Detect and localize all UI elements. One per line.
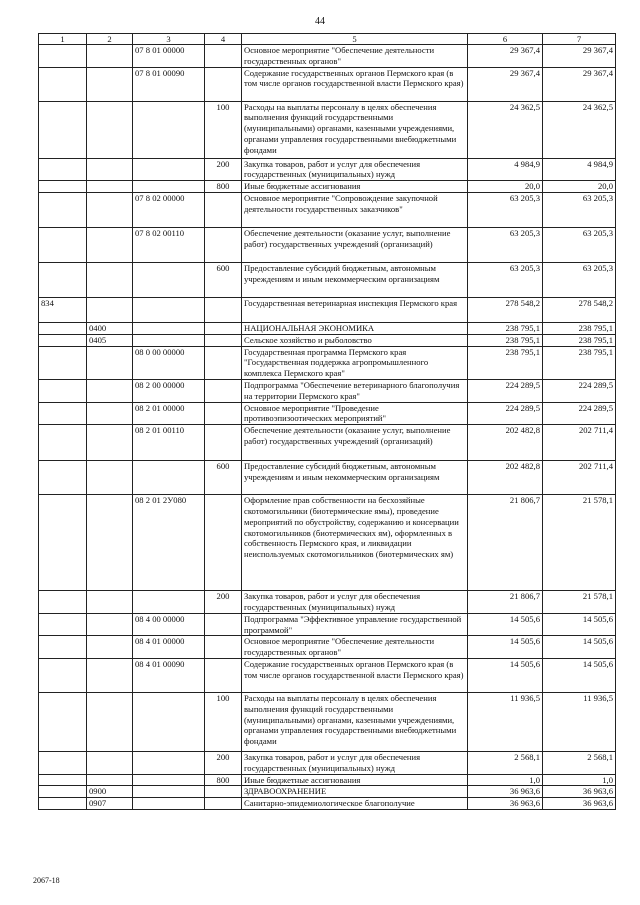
table-row <box>39 322 616 334</box>
cell-expense-type: 200 <box>205 158 242 181</box>
cell-target-article: 08 0 00 00000 <box>133 346 205 379</box>
cell-amount-col6: 36 963,6 <box>468 786 543 798</box>
cell-expense-type: 200 <box>205 751 242 774</box>
table-row <box>39 192 616 227</box>
cell-administrator-code <box>39 402 87 425</box>
column-header: 4 <box>205 34 242 45</box>
table-row <box>39 262 616 297</box>
cell-target-article: 08 4 01 00000 <box>133 636 205 659</box>
cell-expense-type <box>205 798 242 810</box>
cell-expense-type <box>205 495 242 591</box>
cell-expense-type <box>205 297 242 322</box>
cell-administrator-code <box>39 774 87 786</box>
cell-target-article <box>133 181 205 193</box>
cell-amount-col6: 24 362,5 <box>468 101 543 158</box>
cell-target-article <box>133 158 205 181</box>
table-row <box>39 402 616 425</box>
cell-amount-col7: 20,0 <box>543 181 616 193</box>
cell-amount-col7: 14 505,6 <box>543 658 616 692</box>
cell-description: Обеспечение деятельности (оказание услуг, выполнение работ) государственных учреждений (организаций) <box>242 227 468 262</box>
cell-expense-type: 600 <box>205 461 242 495</box>
cell-amount-col6: 21 806,7 <box>468 591 543 614</box>
cell-administrator-code <box>39 591 87 614</box>
cell-target-article <box>133 262 205 297</box>
table-row <box>39 158 616 181</box>
cell-target-article <box>133 322 205 334</box>
cell-section-code <box>87 227 133 262</box>
cell-amount-col7: 11 936,5 <box>543 692 616 751</box>
cell-administrator-code <box>39 181 87 193</box>
table-row <box>39 101 616 158</box>
table-row <box>39 67 616 101</box>
cell-administrator-code <box>39 495 87 591</box>
cell-expense-type <box>205 346 242 379</box>
cell-target-article: 07 8 02 00110 <box>133 227 205 262</box>
cell-amount-col7: 1,0 <box>543 774 616 786</box>
cell-amount-col7: 36 963,6 <box>543 786 616 798</box>
cell-target-article <box>133 786 205 798</box>
cell-section-code <box>87 613 133 636</box>
cell-section-code <box>87 192 133 227</box>
cell-description: Закупка товаров, работ и услуг для обеспечения государственных (муниципальных) нужд <box>242 158 468 181</box>
cell-amount-col6: 238 795,1 <box>468 346 543 379</box>
cell-amount-col6: 2 568,1 <box>468 751 543 774</box>
cell-section-code: 0907 <box>87 798 133 810</box>
table-row <box>39 461 616 495</box>
cell-description: Основное мероприятие "Проведение противоэпизоотических мероприятий" <box>242 402 468 425</box>
cell-amount-col7: 238 795,1 <box>543 346 616 379</box>
cell-description: Основное мероприятие "Обеспечение деятельности государственных органов" <box>242 636 468 659</box>
cell-amount-col6: 14 505,6 <box>468 613 543 636</box>
cell-description: Государственная программа Пермского края "Государственная поддержка агропромышленного комплекса Пермского края" <box>242 346 468 379</box>
table-row <box>39 297 616 322</box>
cell-amount-col6: 278 548,2 <box>468 297 543 322</box>
cell-target-article: 08 4 00 00000 <box>133 613 205 636</box>
table-row <box>39 227 616 262</box>
footer-document-code: 2067-18 <box>33 876 60 885</box>
table-row <box>39 774 616 786</box>
cell-amount-col7: 21 578,1 <box>543 591 616 614</box>
cell-amount-col6: 202 482,8 <box>468 461 543 495</box>
cell-section-code <box>87 297 133 322</box>
table-row <box>39 379 616 402</box>
cell-administrator-code <box>39 227 87 262</box>
cell-administrator-code <box>39 636 87 659</box>
cell-amount-col6: 21 806,7 <box>468 495 543 591</box>
cell-amount-col7: 29 367,4 <box>543 67 616 101</box>
cell-amount-col6: 238 795,1 <box>468 322 543 334</box>
cell-description: Закупка товаров, работ и услуг для обеспечения государственных (муниципальных) нужд <box>242 591 468 614</box>
cell-amount-col6: 14 505,6 <box>468 636 543 659</box>
cell-expense-type <box>205 227 242 262</box>
cell-amount-col7: 202 711,4 <box>543 461 616 495</box>
cell-section-code <box>87 101 133 158</box>
table-row <box>39 591 616 614</box>
cell-amount-col6: 63 205,3 <box>468 192 543 227</box>
cell-administrator-code <box>39 262 87 297</box>
cell-administrator-code <box>39 322 87 334</box>
cell-description: Основное мероприятие "Обеспечение деятельности государственных органов" <box>242 45 468 68</box>
cell-description: Подпрограмма "Эффективное управление государственной программой" <box>242 613 468 636</box>
cell-description: Государственная ветеринарная инспекция Пермского края <box>242 297 468 322</box>
cell-administrator-code <box>39 658 87 692</box>
cell-amount-col6: 14 505,6 <box>468 658 543 692</box>
cell-section-code <box>87 591 133 614</box>
cell-administrator-code <box>39 798 87 810</box>
cell-amount-col6: 11 936,5 <box>468 692 543 751</box>
cell-administrator-code <box>39 379 87 402</box>
cell-amount-col7: 238 795,1 <box>543 334 616 346</box>
cell-section-code <box>87 379 133 402</box>
cell-amount-col7: 14 505,6 <box>543 613 616 636</box>
cell-section-code <box>87 346 133 379</box>
column-header: 1 <box>39 34 87 45</box>
cell-section-code <box>87 636 133 659</box>
cell-target-article: 08 2 01 2У080 <box>133 495 205 591</box>
cell-target-article <box>133 461 205 495</box>
cell-description: ЗДРАВООХРАНЕНИЕ <box>242 786 468 798</box>
cell-description: Предоставление субсидий бюджетным, автономным учреждениям и иным некоммерческим организациям <box>242 461 468 495</box>
cell-administrator-code <box>39 334 87 346</box>
cell-amount-col7: 4 984,9 <box>543 158 616 181</box>
cell-target-article <box>133 692 205 751</box>
cell-expense-type <box>205 636 242 659</box>
cell-amount-col6: 1,0 <box>468 774 543 786</box>
page-number: 44 <box>315 16 325 27</box>
cell-administrator-code <box>39 751 87 774</box>
cell-description: Закупка товаров, работ и услуг для обеспечения государственных (муниципальных) нужд <box>242 751 468 774</box>
cell-target-article <box>133 101 205 158</box>
cell-expense-type: 100 <box>205 101 242 158</box>
cell-section-code <box>87 67 133 101</box>
cell-administrator-code <box>39 67 87 101</box>
table-row <box>39 334 616 346</box>
cell-amount-col7: 278 548,2 <box>543 297 616 322</box>
cell-section-code <box>87 45 133 68</box>
cell-expense-type: 800 <box>205 181 242 193</box>
table-body <box>39 45 616 810</box>
cell-amount-col6: 224 289,5 <box>468 379 543 402</box>
cell-target-article: 08 2 01 00110 <box>133 425 205 461</box>
cell-section-code <box>87 658 133 692</box>
cell-expense-type <box>205 67 242 101</box>
cell-amount-col7: 2 568,1 <box>543 751 616 774</box>
cell-section-code <box>87 774 133 786</box>
cell-target-article: 08 2 00 00000 <box>133 379 205 402</box>
cell-amount-col6: 20,0 <box>468 181 543 193</box>
cell-section-code <box>87 495 133 591</box>
cell-amount-col6: 63 205,3 <box>468 262 543 297</box>
cell-target-article: 07 8 02 00000 <box>133 192 205 227</box>
cell-amount-col6: 224 289,5 <box>468 402 543 425</box>
cell-target-article <box>133 591 205 614</box>
cell-target-article: 07 8 01 00000 <box>133 45 205 68</box>
table-row <box>39 751 616 774</box>
cell-target-article <box>133 334 205 346</box>
cell-amount-col6: 29 367,4 <box>468 45 543 68</box>
table-row <box>39 786 616 798</box>
cell-administrator-code <box>39 461 87 495</box>
cell-amount-col7: 224 289,5 <box>543 402 616 425</box>
table-row <box>39 495 616 591</box>
cell-description: Содержание государственных органов Пермского края (в том числе органов государственной власти Пермского края) <box>242 658 468 692</box>
cell-amount-col6: 238 795,1 <box>468 334 543 346</box>
table-row <box>39 45 616 68</box>
cell-expense-type <box>205 45 242 68</box>
cell-section-code: 0400 <box>87 322 133 334</box>
cell-administrator-code <box>39 425 87 461</box>
cell-target-article <box>133 297 205 322</box>
cell-amount-col7: 224 289,5 <box>543 379 616 402</box>
table-row <box>39 613 616 636</box>
cell-administrator-code <box>39 192 87 227</box>
cell-expense-type: 800 <box>205 774 242 786</box>
cell-description: Содержание государственных органов Пермского края (в том числе органов государственной власти Пермского края) <box>242 67 468 101</box>
cell-target-article: 08 4 01 00090 <box>133 658 205 692</box>
cell-description: Обеспечение деятельности (оказание услуг, выполнение работ) государственных учреждений (организаций) <box>242 425 468 461</box>
budget-table <box>38 33 616 810</box>
cell-section-code <box>87 402 133 425</box>
cell-section-code <box>87 461 133 495</box>
table-row <box>39 798 616 810</box>
cell-expense-type: 100 <box>205 692 242 751</box>
cell-description: НАЦИОНАЛЬНАЯ ЭКОНОМИКА <box>242 322 468 334</box>
cell-expense-type <box>205 334 242 346</box>
cell-amount-col6: 29 367,4 <box>468 67 543 101</box>
cell-administrator-code <box>39 613 87 636</box>
cell-administrator-code <box>39 786 87 798</box>
cell-expense-type: 200 <box>205 591 242 614</box>
cell-section-code <box>87 262 133 297</box>
table-header-row <box>39 34 616 45</box>
cell-target-article <box>133 798 205 810</box>
cell-description: Оформление прав собственности на бесхозяйные скотомогильники (биотермические ямы), проведение мероприятий по обустройству, содержанию и консервации скотомогильников (биотермических ям), оформленных в собственность Пермского края, и ликвидации неиспользуемых скотомогильников (биотермических ям) <box>242 495 468 591</box>
cell-expense-type <box>205 658 242 692</box>
cell-section-code: 0405 <box>87 334 133 346</box>
cell-administrator-code <box>39 45 87 68</box>
table-row <box>39 181 616 193</box>
cell-section-code <box>87 692 133 751</box>
cell-expense-type <box>205 786 242 798</box>
cell-target-article <box>133 751 205 774</box>
cell-expense-type <box>205 402 242 425</box>
cell-expense-type <box>205 425 242 461</box>
cell-section-code <box>87 751 133 774</box>
cell-expense-type: 600 <box>205 262 242 297</box>
cell-description: Предоставление субсидий бюджетным, автономным учреждениям и иным некоммерческим организациям <box>242 262 468 297</box>
cell-description: Подпрограмма "Обеспечение ветеринарного благополучия на территории Пермского края" <box>242 379 468 402</box>
cell-target-article: 08 2 01 00000 <box>133 402 205 425</box>
table-row <box>39 636 616 659</box>
cell-amount-col7: 238 795,1 <box>543 322 616 334</box>
cell-administrator-code: 834 <box>39 297 87 322</box>
cell-amount-col6: 202 482,8 <box>468 425 543 461</box>
cell-administrator-code <box>39 346 87 379</box>
column-header: 3 <box>133 34 205 45</box>
cell-amount-col7: 29 367,4 <box>543 45 616 68</box>
table-row <box>39 692 616 751</box>
cell-expense-type <box>205 322 242 334</box>
table-row <box>39 425 616 461</box>
cell-description: Сельское хозяйство и рыболовство <box>242 334 468 346</box>
table-row <box>39 658 616 692</box>
cell-target-article: 07 8 01 00090 <box>133 67 205 101</box>
table-row <box>39 346 616 379</box>
cell-amount-col7: 36 963,6 <box>543 798 616 810</box>
column-header: 7 <box>543 34 616 45</box>
column-header: 5 <box>242 34 468 45</box>
cell-amount-col7: 14 505,6 <box>543 636 616 659</box>
cell-amount-col7: 63 205,3 <box>543 227 616 262</box>
cell-amount-col7: 63 205,3 <box>543 262 616 297</box>
cell-description: Иные бюджетные ассигнования <box>242 181 468 193</box>
cell-amount-col7: 24 362,5 <box>543 101 616 158</box>
cell-amount-col6: 63 205,3 <box>468 227 543 262</box>
cell-amount-col6: 4 984,9 <box>468 158 543 181</box>
cell-administrator-code <box>39 101 87 158</box>
cell-section-code <box>87 158 133 181</box>
cell-section-code <box>87 181 133 193</box>
cell-description: Расходы на выплаты персоналу в целях обеспечения выполнения функций государственными (муниципальными) органами, казенными учреждениями, органами управления государственными внебюджетными фондами <box>242 101 468 158</box>
column-header: 2 <box>87 34 133 45</box>
cell-description: Основное мероприятие "Сопровождение закупочной деятельности государственных заказчиков" <box>242 192 468 227</box>
cell-administrator-code <box>39 158 87 181</box>
cell-description: Санитарно-эпидемиологическое благополучие <box>242 798 468 810</box>
cell-amount-col6: 36 963,6 <box>468 798 543 810</box>
cell-section-code <box>87 425 133 461</box>
cell-expense-type <box>205 379 242 402</box>
cell-description: Расходы на выплаты персоналу в целях обеспечения выполнения функций государственными (муниципальными) органами, казенными учреждениями, органами управления государственными внебюджетными фондами <box>242 692 468 751</box>
cell-amount-col7: 63 205,3 <box>543 192 616 227</box>
cell-amount-col7: 21 578,1 <box>543 495 616 591</box>
cell-section-code: 0900 <box>87 786 133 798</box>
cell-administrator-code <box>39 692 87 751</box>
cell-amount-col7: 202 711,4 <box>543 425 616 461</box>
cell-description: Иные бюджетные ассигнования <box>242 774 468 786</box>
column-header: 6 <box>468 34 543 45</box>
cell-target-article <box>133 774 205 786</box>
cell-expense-type <box>205 613 242 636</box>
cell-expense-type <box>205 192 242 227</box>
